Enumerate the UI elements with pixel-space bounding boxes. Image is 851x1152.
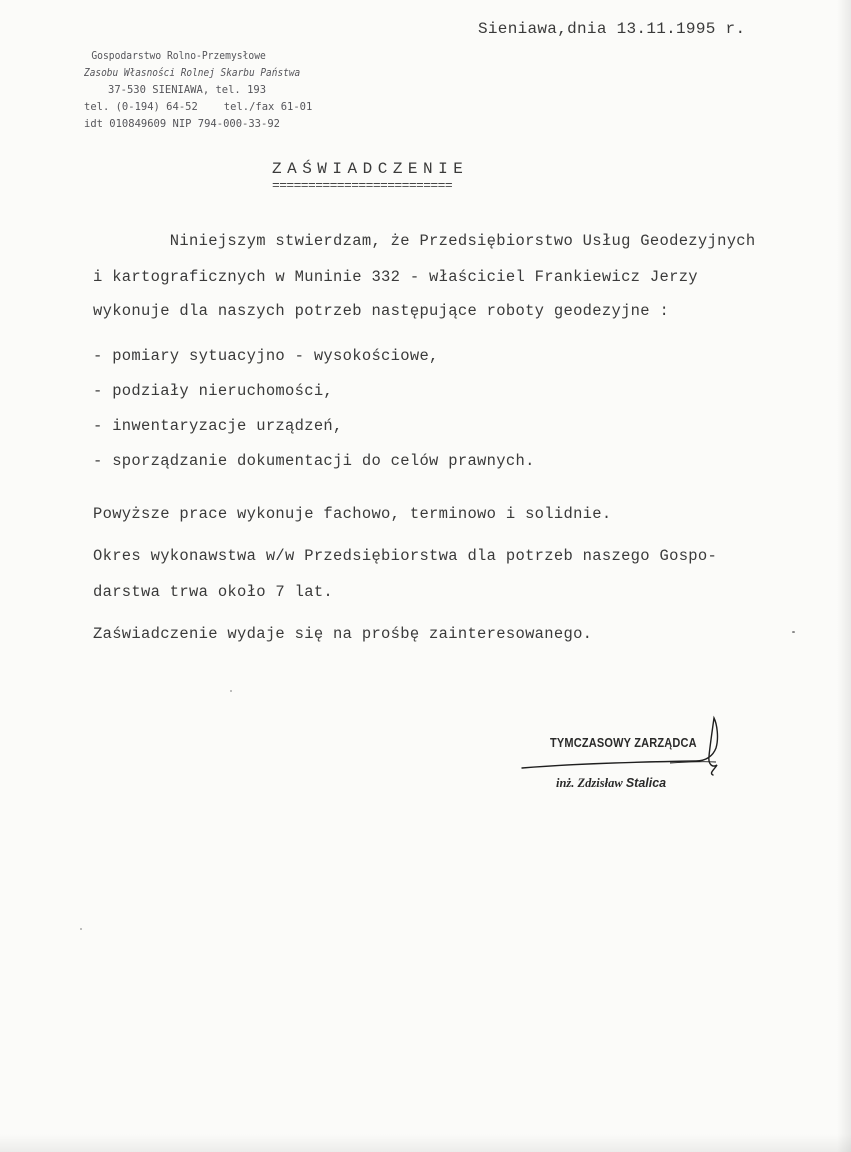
date-line: Sieniawa,dnia 13.11.1995 r. xyxy=(478,20,746,38)
paper-speck xyxy=(230,690,232,692)
page-edge-shadow xyxy=(837,0,851,1152)
title-underline: ========================= xyxy=(272,178,453,193)
signatory-role: TYMCZASOWY ZARZĄDCA xyxy=(550,736,697,750)
list-item: - pomiary sytuacyjno - wysokościowe, xyxy=(93,347,439,365)
stamp-line-3: 37-530 SIENIAWA, tel. 193 xyxy=(108,84,267,96)
paper-speck xyxy=(80,928,82,930)
paper-speck xyxy=(792,631,795,633)
paragraph-3-line-2: darstwa trwa około 7 lat. xyxy=(93,583,334,601)
signatory-name xyxy=(556,776,666,791)
paragraph-4: Zaświadczenie wydaje się na prośbę zainteresowanego. xyxy=(93,625,593,643)
signatory-name-prefix: inż. Zdzisław xyxy=(556,776,626,790)
paragraph-2: Powyższe prace wykonuje fachowo, terminowo i solidnie. xyxy=(93,505,612,523)
paragraph-1-line-1: Niniejszym stwierdzam, że Przedsiębiorstwo Usług Geodezyjnych xyxy=(93,232,756,250)
signatory-surname: Stalica xyxy=(625,776,667,790)
document-title: ZAŚWIADCZENIE xyxy=(272,160,469,178)
list-item: - inwentaryzacje urządzeń, xyxy=(93,417,343,435)
stamp-line-1: Gospodarstwo Rolno-Przemysłowe xyxy=(91,50,266,62)
stamp-line-4 xyxy=(84,99,314,116)
page-edge-shadow xyxy=(0,1134,851,1152)
paragraph-1-line-2: i kartograficznych w Muninie 332 - właściciel Frankiewicz Jerzy xyxy=(93,268,698,286)
paragraph-1-line-3: wykonuje dla naszych potrzeb następujące roboty geodezyjne : xyxy=(93,302,670,320)
paragraph-3-line-1: Okres wykonawstwa w/w Przedsiębiorstwa dla potrzeb naszego Gospo- xyxy=(93,547,718,565)
company-stamp xyxy=(84,48,314,133)
stamp-line-5: idt 010849609 NIP 794-000-33-92 xyxy=(84,118,280,130)
stamp-line-2: Zasobu Własności Rolnej Skarbu Państwa xyxy=(84,67,301,79)
stamp-fax: tel./fax 61-01 xyxy=(223,101,313,113)
signature-block xyxy=(520,712,740,802)
list-item: - sporządzanie dokumentacji do celów prawnych. xyxy=(93,452,535,470)
stamp-tel: tel. (0-194) 64-52 xyxy=(84,101,198,113)
list-item: - podziały nieruchomości, xyxy=(93,382,334,400)
